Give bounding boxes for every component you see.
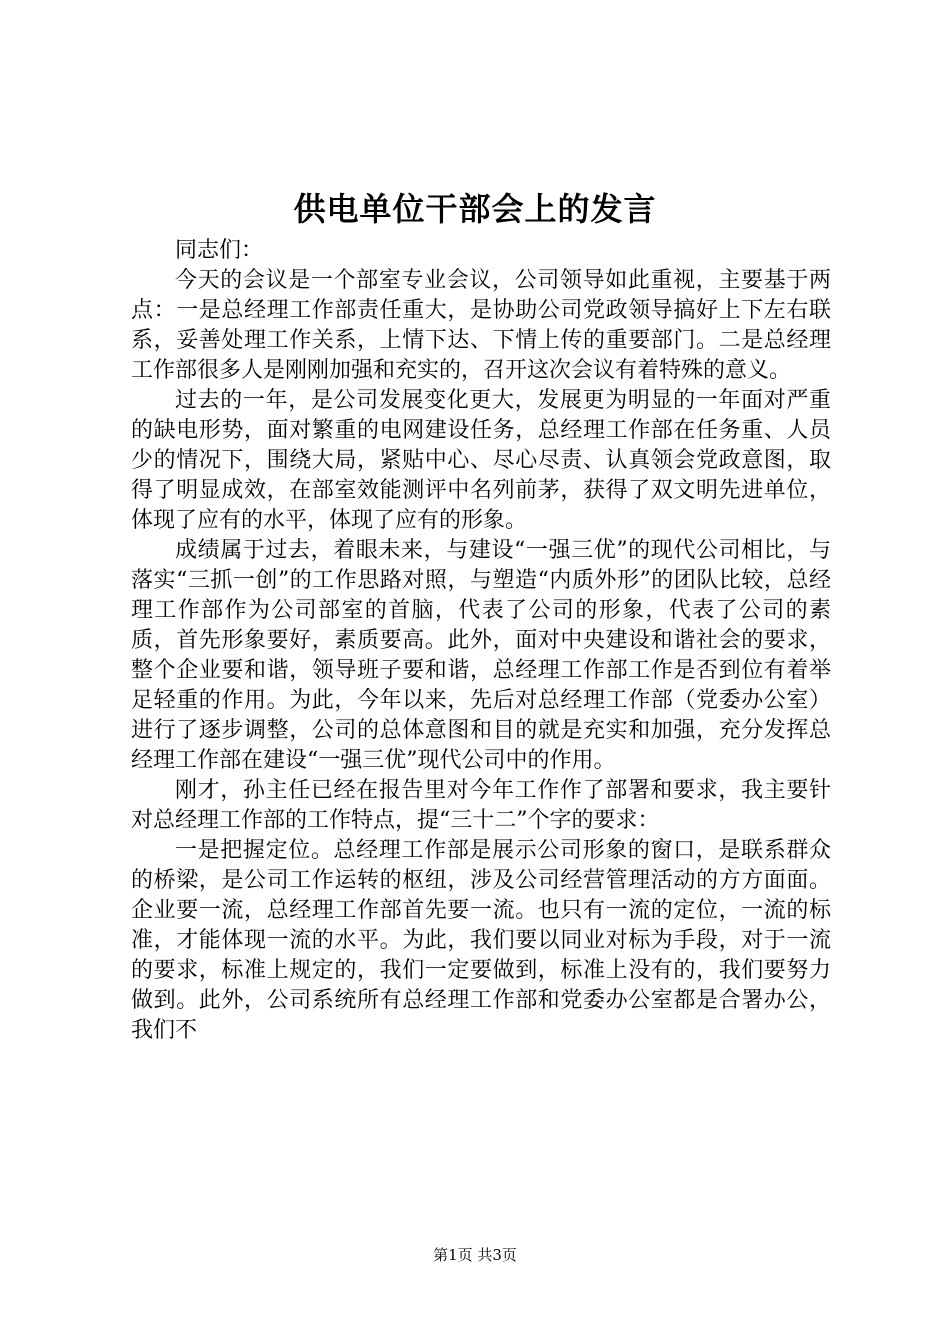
paragraph: 过去的一年，是公司发展变化更大，发展更为明显的一年面对严重的缺电形势，面对繁重的电网建设任务，总经理工作部在任务重、人员少的情况下，围绕大局，紧贴中心、尽心尽责、认真领会党政意图，取得了明显成效，在部室效能测评中名列前茅，获得了双文明先进单位，体现了应有的水平，体现了应有的形象。 — [131, 388, 831, 533]
page-number-footer: 第1页 共3页 — [433, 1246, 517, 1264]
paragraph: 今天的会议是一个部室专业会议，公司领导如此重视，主要基于两点：一是总经理工作部责任重大，是协助公司党政领导搞好上下左右联系，妥善处理工作关系，上情下达、下情上传的重要部门。二是总经理工作部很多人是刚刚加强和充实的，召开这次会议有着特殊的意义。 — [131, 268, 831, 383]
paragraph: 刚才，孙主任已经在报告里对今年工作作了部署和要求，我主要针对总经理工作部的工作特点，提“三十二”个字的要求： — [131, 778, 831, 833]
document-title: 供电单位干部会上的发言 — [293, 190, 657, 228]
paragraph: 成绩属于过去，着眼未来，与建设“一强三优”的现代公司相比，与落实“三抓一创”的工作思路对照，与塑造“内质外形”的团队比较，总经理工作部作为公司部室的首脑，代表了公司的形象，代表了公司的素质，首先形象要好，素质要高。此外，面对中央建设和谐社会的要求，整个企业要和谐，领导班子要和谐，总经理工作部工作是否到位有着举足轻重的作用。为此，今年以来，先后对总经理工作部（党委办公室）进行了逐步调整，公司的总体意图和目的就是充实和加强，充分发挥总经理工作部在建设“一强三优”现代公司中的作用。 — [131, 538, 831, 773]
paragraph-salutation: 同志们： — [175, 238, 264, 263]
paragraph: 一是把握定位。总经理工作部是展示公司形象的窗口，是联系群众的桥梁，是公司工作运转的枢纽，涉及公司经营管理活动的方方面面。企业要一流，总经理工作部首先要一流。也只有一流的定位，一流的标准，才能体现一流的水平。为此，我们要以同业对标为手段，对于一流的要求，标准上规定的，我们一定要做到，标准上没有的，我们要努力做到。此外，公司系统所有总经理工作部和党委办公室都是合署办公，我们不 — [131, 838, 831, 1043]
document-body — [131, 236, 831, 1046]
